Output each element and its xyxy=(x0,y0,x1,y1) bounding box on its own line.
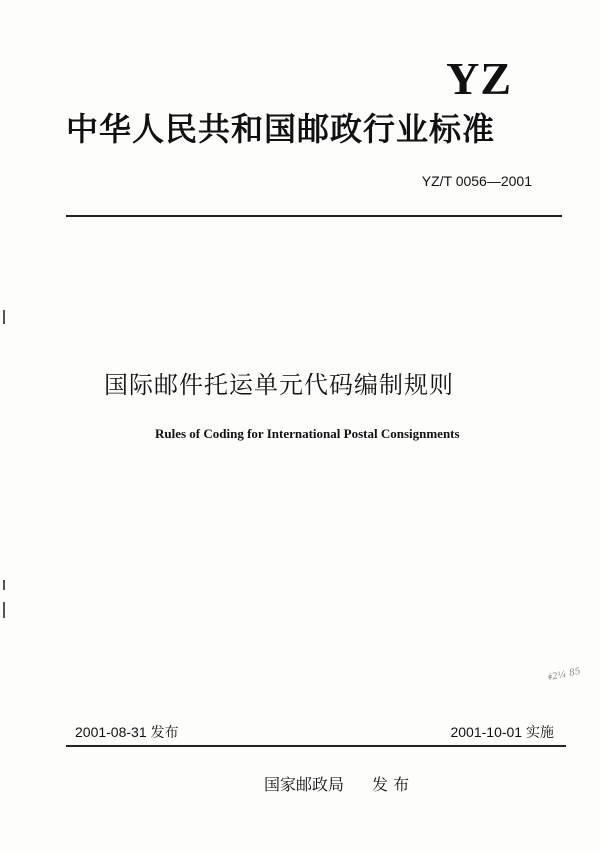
document-title-english: Rules of Coding for International Postal Consignments xyxy=(155,426,460,441)
header-divider xyxy=(66,215,562,217)
organization-title: 中华人民共和国邮政行业标准 xyxy=(66,110,496,148)
scan-artifact xyxy=(3,310,5,324)
standard-number: YZ/T 0056—2001 xyxy=(421,173,532,189)
issuer-line xyxy=(264,772,409,795)
issuer-name: 国家邮政局 xyxy=(264,775,345,794)
standard-logo: YZ xyxy=(446,53,512,104)
document-title-chinese: 国际邮件托运单元代码编制规则 xyxy=(104,371,454,399)
implementation-date: 2001-10-01 实施 xyxy=(450,724,554,740)
scan-artifact xyxy=(3,602,5,618)
issue-date: 2001-08-31 发布 xyxy=(75,724,179,740)
issue-action: 发 布 xyxy=(372,775,410,794)
handwritten-annotation: ǂ2¼ 85 xyxy=(547,666,582,684)
footer-divider xyxy=(66,745,566,747)
scan-artifact xyxy=(3,580,5,590)
